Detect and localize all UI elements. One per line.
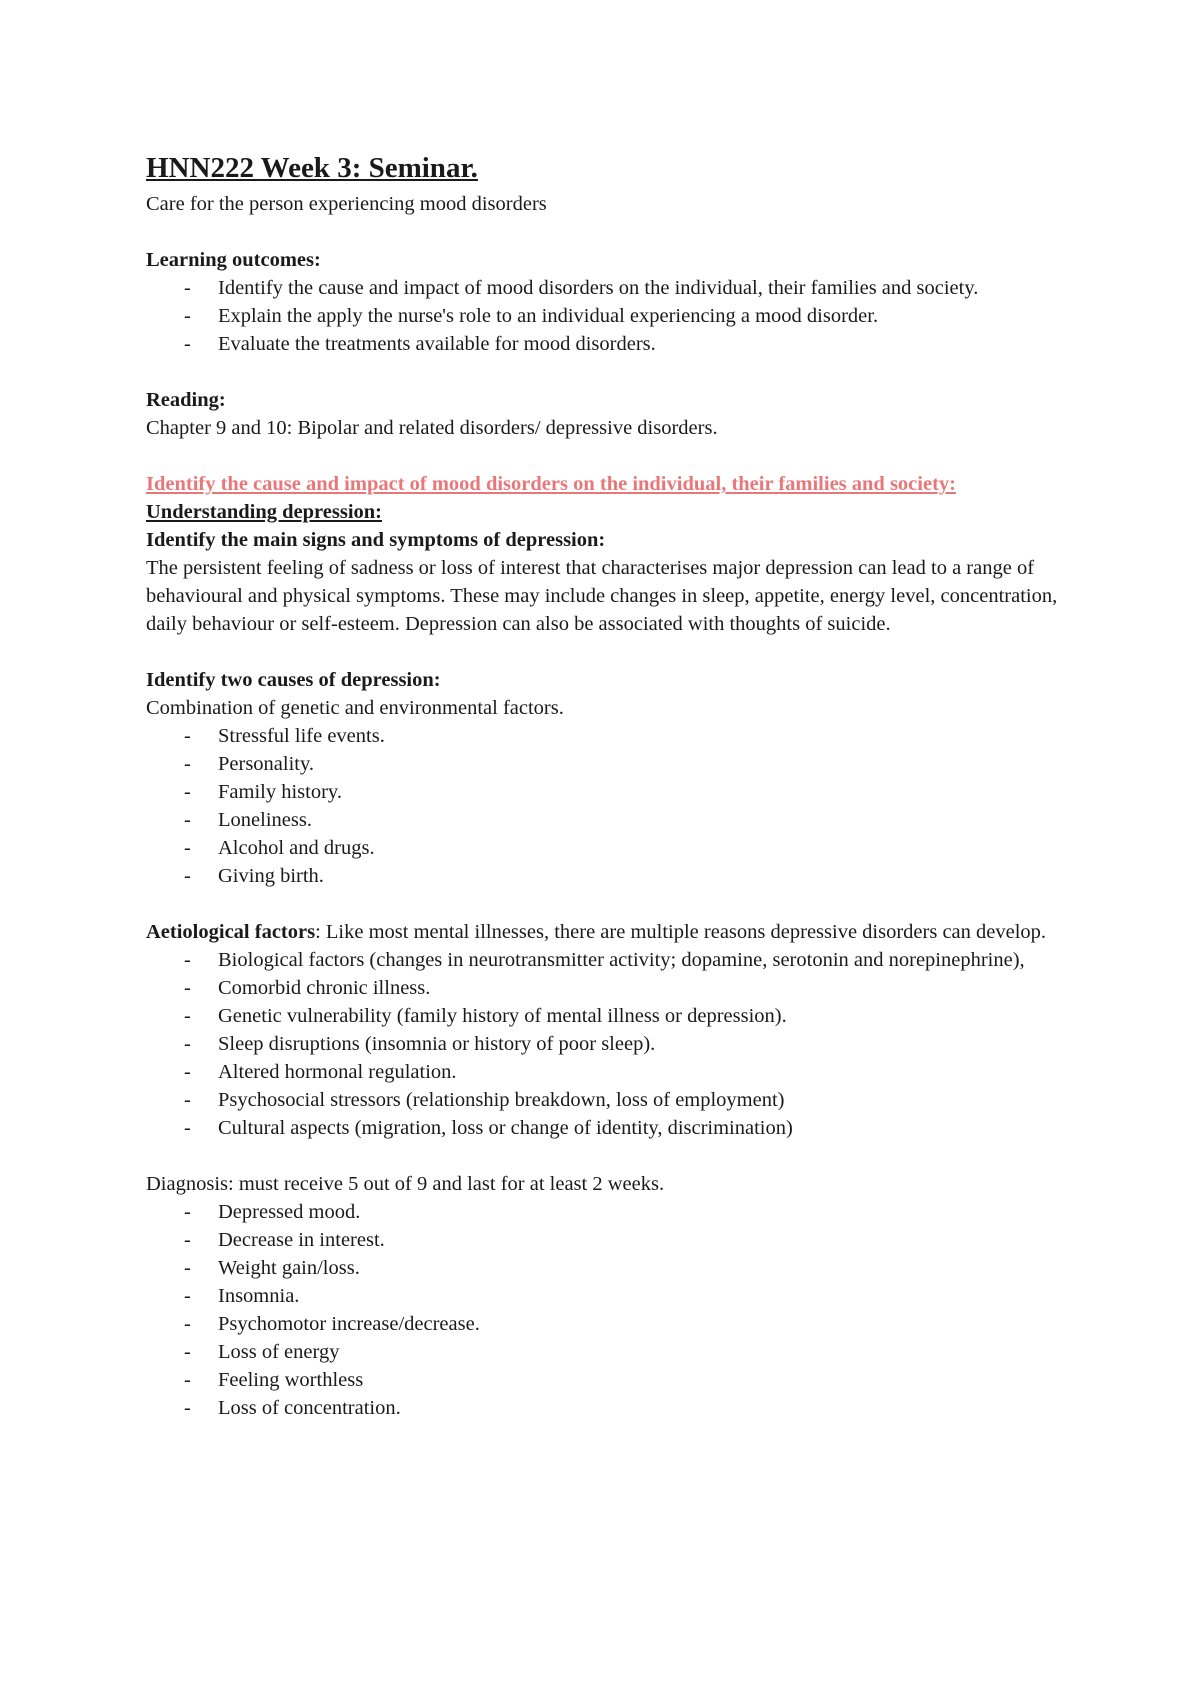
- causes-intro: Combination of genetic and environmental factors.: [146, 697, 564, 719]
- aetiological-text: : Like most mental illnesses, there are multiple reasons depressive disorders can develop.: [315, 921, 1047, 943]
- spacer: [146, 890, 1066, 918]
- list-item: - Weight gain/loss.: [218, 1254, 1066, 1282]
- causes-heading: Identify two causes of depression:: [146, 669, 441, 691]
- page-subtitle: Care for the person experiencing mood disorders: [146, 193, 547, 215]
- list-item: - Altered hormonal regulation.: [218, 1058, 1066, 1086]
- spacer: [146, 358, 1066, 386]
- page-title: HNN222 Week 3: Seminar.: [146, 152, 478, 184]
- list-item: - Psychomotor increase/decrease.: [218, 1310, 1066, 1338]
- list-item: - Feeling worthless: [218, 1366, 1066, 1394]
- aetiological-list: [146, 946, 1066, 1142]
- signs-text: The persistent feeling of sadness or loss of interest that characterises major depression can lead to a range of behavioural and physical symptoms. These may include changes in sleep, appetite, energy level, concentration, daily behaviour or self-esteem. Depression can also be associated with thoughts of suicide.: [146, 557, 1058, 635]
- list-item: - Giving birth.: [218, 862, 1066, 890]
- list-item: - Personality.: [218, 750, 1066, 778]
- list-item: - Psychosocial stressors (relationship breakdown, loss of employment): [218, 1086, 1066, 1114]
- section-heading: Identify the cause and impact of mood disorders on the individual, their families and society:: [146, 473, 956, 495]
- list-item: - Stressful life events.: [218, 722, 1066, 750]
- list-item: - Genetic vulnerability (family history of mental illness or depression).: [218, 1002, 1066, 1030]
- list-item: - Sleep disruptions (insomnia or history of poor sleep).: [218, 1030, 1066, 1058]
- list-item: - Decrease in interest.: [218, 1226, 1066, 1254]
- list-item: - Evaluate the treatments available for mood disorders.: [218, 330, 1066, 358]
- list-item: - Loss of energy: [218, 1338, 1066, 1366]
- spacer: [146, 218, 1066, 246]
- list-item: - Identify the cause and impact of mood disorders on the individual, their families and society.: [218, 274, 1066, 302]
- list-item: - Depressed mood.: [218, 1198, 1066, 1226]
- spacer: [146, 1142, 1066, 1170]
- list-item: - Cultural aspects (migration, loss or change of identity, discrimination): [218, 1114, 1066, 1142]
- signs-heading: Identify the main signs and symptoms of depression:: [146, 529, 606, 551]
- learning-outcomes-list: [146, 274, 1066, 358]
- causes-list: [146, 722, 1066, 890]
- aetiological-paragraph: [146, 918, 1066, 946]
- reading-text: Chapter 9 and 10: Bipolar and related disorders/ depressive disorders.: [146, 417, 718, 439]
- list-item: - Insomnia.: [218, 1282, 1066, 1310]
- list-item: - Alcohol and drugs.: [218, 834, 1066, 862]
- list-item: - Biological factors (changes in neurotransmitter activity; dopamine, serotonin and norepinephrine),: [218, 946, 1066, 974]
- list-item: - Family history.: [218, 778, 1066, 806]
- aetiological-label: Aetiological factors: [146, 921, 316, 943]
- understanding-heading: Understanding depression:: [146, 501, 382, 523]
- learning-outcomes-heading: Learning outcomes:: [146, 249, 321, 271]
- spacer: [146, 442, 1066, 470]
- list-item: - Comorbid chronic illness.: [218, 974, 1066, 1002]
- document-page: [146, 150, 1066, 1422]
- list-item: - Loneliness.: [218, 806, 1066, 834]
- spacer: [146, 638, 1066, 666]
- diagnosis-text: Diagnosis: must receive 5 out of 9 and last for at least 2 weeks.: [146, 1173, 665, 1195]
- diagnosis-list: [146, 1198, 1066, 1422]
- list-item: - Explain the apply the nurse's role to an individual experiencing a mood disorder.: [218, 302, 1066, 330]
- list-item: - Loss of concentration.: [218, 1394, 1066, 1422]
- reading-heading: Reading:: [146, 389, 226, 411]
